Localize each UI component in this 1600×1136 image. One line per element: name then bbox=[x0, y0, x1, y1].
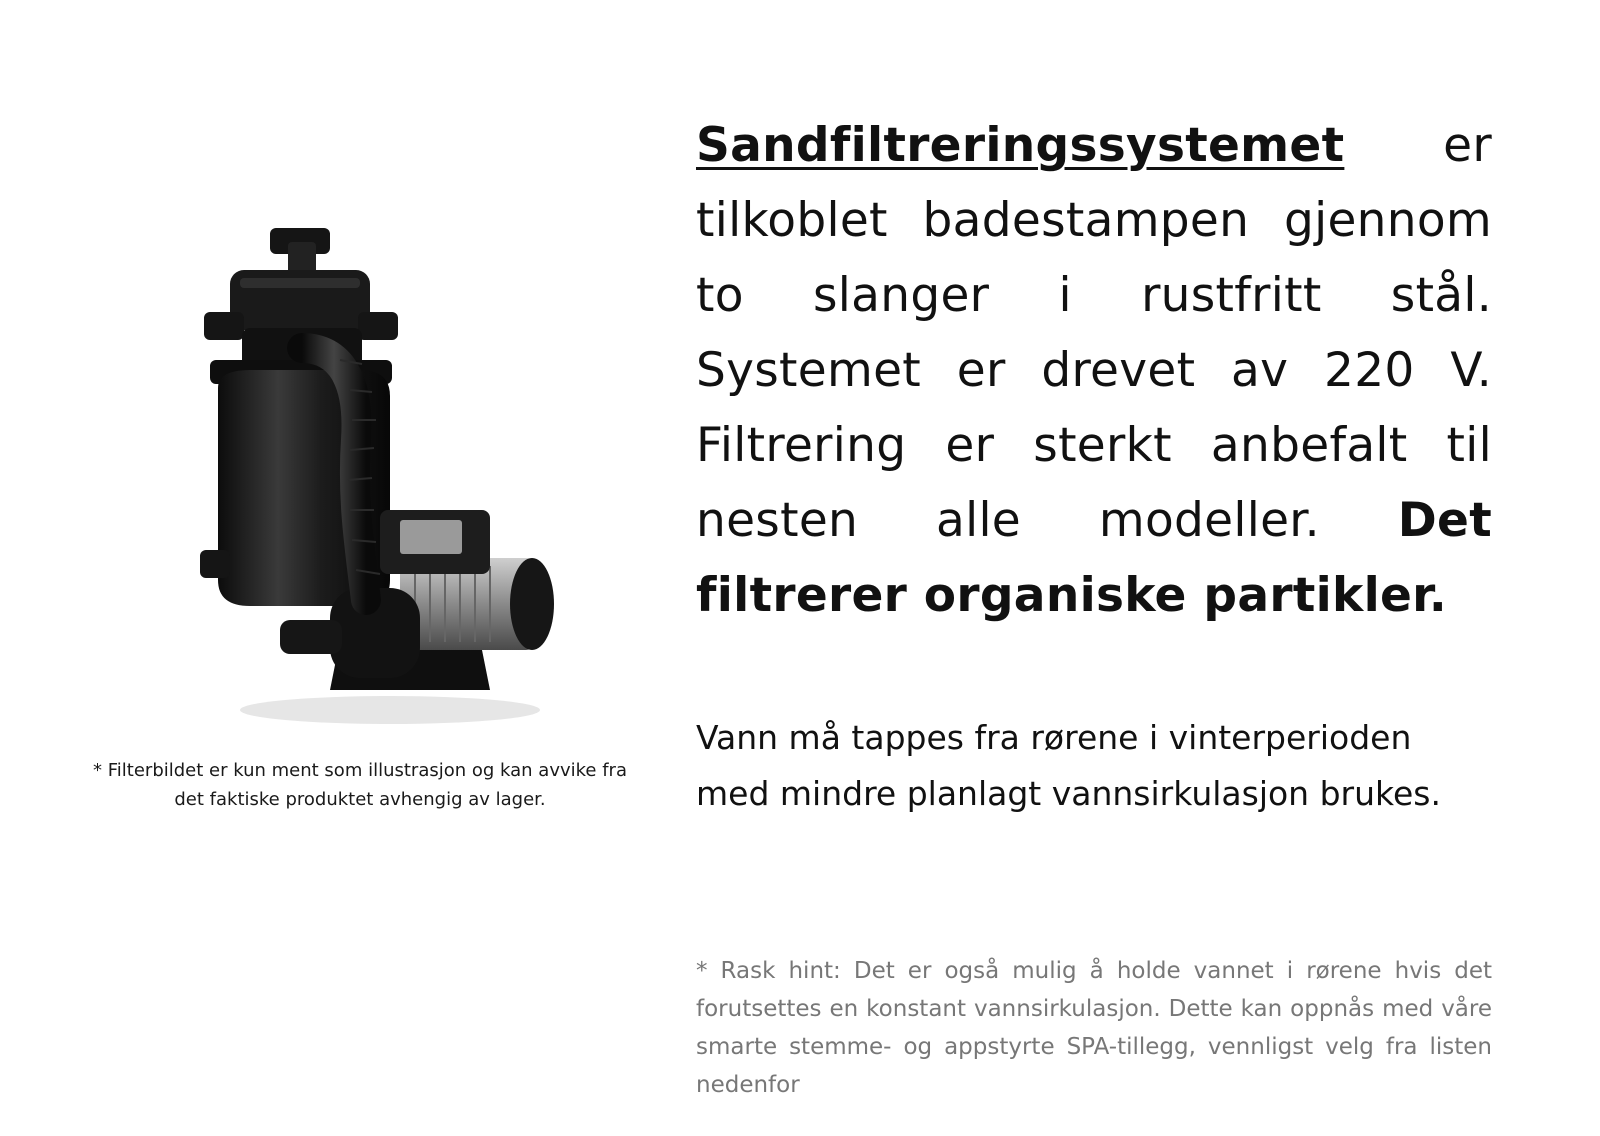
filtration-description bbox=[696, 108, 1492, 633]
winter-drain-note: Vann må tappes fra rørene i vinterperioden med mindre planlagt vannsirkulasjon brukes. bbox=[696, 718, 1441, 813]
sand-filter-pump-icon bbox=[190, 220, 570, 740]
filtration-description-body: er tilkoblet badestampen gjennom to slanger i rustfritt stål. Systemet er drevet av 220 V. Filtrering er sterkt anbefalt til nesten alle modeller. bbox=[696, 118, 1492, 548]
image-disclaimer-caption: * Filterbildet er kun ment som illustrasjon og kan avvike fra det faktiske produktet avhengig av lager. bbox=[93, 760, 627, 810]
filtration-emphasis: Det filtrerer organiske partikler. bbox=[696, 493, 1492, 623]
filtration-system-title: Sandfiltreringssystemet bbox=[696, 118, 1345, 173]
quick-hint: * Rask hint: Det er også mulig å holde vannet i rørene hvis det forutsettes en konstant vannsirkulasjon. Dette kan oppnås med våre smarte stemme- og appstyrte SPA-tillegg, vennligst velg fra listen nedenfor bbox=[696, 958, 1492, 1098]
